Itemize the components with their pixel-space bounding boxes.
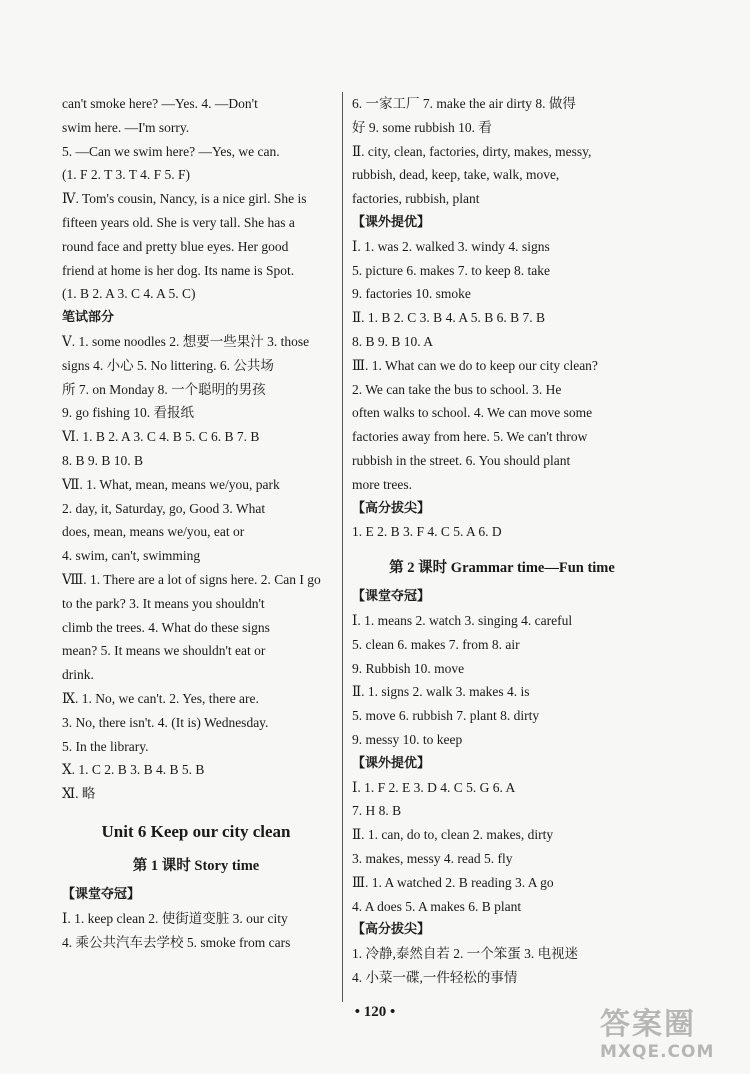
section-heading-extra: 【课外提优】 <box>352 755 431 771</box>
text-line: Ⅱ. 1. B 2. C 3. B 4. A 5. B 6. B 7. B <box>352 310 545 326</box>
left-block-a <box>62 92 330 306</box>
text-line: rubbish, dead, keep, take, walk, move, <box>352 167 560 183</box>
text-line: 4. swim, can't, swimming <box>62 548 201 564</box>
section-heading-class: 【课堂夺冠】 <box>352 589 431 605</box>
text-line: to the park? 3. It means you shouldn't <box>62 595 265 611</box>
text-line: (1. F 2. T 3. T 4. F 5. F) <box>62 167 191 183</box>
text-line: 3. makes, messy 4. read 5. fly <box>352 850 513 866</box>
section-heading-top: 【高分拔尖】 <box>352 922 431 938</box>
text-line: swim here. —I'm sorry. <box>62 119 190 135</box>
text-line: Ⅺ. 略 <box>62 786 96 802</box>
right-block-f <box>352 942 652 990</box>
lesson-title: 第 2 课时 Grammar time—Fun time <box>389 560 615 577</box>
left-column <box>62 92 330 954</box>
text-line: 8. B 9. B 10. B <box>62 452 144 468</box>
text-line: Ⅰ. 1. keep clean 2. 使街道变脏 3. our city <box>62 910 288 926</box>
text-line: 1. E 2. B 3. F 4. C 5. A 6. D <box>352 524 502 540</box>
text-line: Ⅱ. 1. can, do to, clean 2. makes, dirty <box>352 827 554 843</box>
text-line: signs 4. 小心 5. No littering. 6. 公共场 <box>62 357 274 373</box>
text-line: friend at home is her dog. Its name is Spot. <box>62 262 295 278</box>
text-line: more trees. <box>352 476 412 492</box>
text-line: factories, rubbish, plant <box>352 191 480 207</box>
text-line: often walks to school. 4. We can move some <box>352 405 593 421</box>
text-line: 2. day, it, Saturday, go, Good 3. What <box>62 500 266 516</box>
text-line: Ⅶ. 1. What, mean, means we/you, park <box>62 476 280 492</box>
left-block-b <box>62 330 330 806</box>
section-heading-written: 笔试部分 <box>62 310 115 326</box>
text-line: does, mean, means we/you, eat or <box>62 524 245 540</box>
section-heading-extra: 【课外提优】 <box>352 214 431 230</box>
lesson-title: 第 1 课时 Story time <box>132 857 260 874</box>
page-number: • 120 • <box>354 1004 396 1020</box>
text-line: 2. We can take the bus to school. 3. He <box>352 381 562 397</box>
text-line: Ⅵ. 1. B 2. A 3. C 4. B 5. C 6. B 7. B <box>62 429 260 445</box>
text-line: 7. H 8. B <box>352 803 402 819</box>
text-line: Ⅱ. 1. signs 2. walk 3. makes 4. is <box>352 684 530 700</box>
text-line: Ⅹ. 1. C 2. B 3. B 4. B 5. B <box>62 762 205 778</box>
text-line: 5. clean 6. makes 7. from 8. air <box>352 636 520 652</box>
watermark-logo-text: 答案圈 <box>600 1007 696 1042</box>
watermark-site-text: MXQE.COM <box>600 1042 715 1062</box>
text-line: 5. picture 6. makes 7. to keep 8. take <box>352 262 550 278</box>
text-line: round face and pretty blue eyes. Her good <box>62 238 289 254</box>
text-line: mean? 5. It means we shouldn't eat or <box>62 643 266 659</box>
text-line: Ⅰ. 1. means 2. watch 3. singing 4. careful <box>352 612 573 628</box>
text-line: 5. move 6. rubbish 7. plant 8. dirty <box>352 708 540 724</box>
text-line: rubbish in the street. 6. You should plant <box>352 452 571 468</box>
text-line: Ⅰ. 1. F 2. E 3. D 4. C 5. G 6. A <box>352 779 516 795</box>
text-line: Ⅷ. 1. There are a lot of signs here. 2. Can I go <box>62 571 321 587</box>
text-line: 4. A does 5. A makes 6. B plant <box>352 898 522 914</box>
right-block-d <box>352 609 652 752</box>
text-line: 所 7. on Monday 8. 一个聪明的男孩 <box>62 381 266 397</box>
section-heading-class: 【课堂夺冠】 <box>62 886 141 902</box>
section-heading-top: 【高分拔尖】 <box>352 500 431 516</box>
text-line: Ⅲ. 1. A watched 2. B reading 3. A go <box>352 874 554 890</box>
left-block-c <box>62 907 330 955</box>
right-block-a <box>352 92 652 211</box>
text-line: 3. No, there isn't. 4. (It is) Wednesday. <box>62 714 269 730</box>
text-line: Ⅲ. 1. What can we do to keep our city clean? <box>352 357 598 373</box>
text-line: 5. In the library. <box>62 738 149 754</box>
text-line: 4. 小菜一碟,一件轻松的事情 <box>352 969 518 985</box>
text-line: Ⅴ. 1. some noodles 2. 想要一些果汁 3. those <box>62 333 310 349</box>
right-block-b <box>352 235 652 497</box>
text-line: can't smoke here? —Yes. 4. —Don't <box>62 96 258 111</box>
text-line: 9. factories 10. smoke <box>352 286 471 302</box>
right-column <box>352 92 652 990</box>
text-line: 8. B 9. B 10. A <box>352 333 434 349</box>
text-line: 6. 一家工厂 7. make the air dirty 8. 做得 <box>352 96 576 111</box>
unit-title: Unit 6 Keep our city clean <box>101 821 291 841</box>
text-line: fifteen years old. She is very tall. She has a <box>62 214 295 230</box>
watermark-logo <box>600 1008 740 1068</box>
text-line: 9. go fishing 10. 看报纸 <box>62 405 195 421</box>
text-line: (1. B 2. A 3. C 4. A 5. C) <box>62 286 196 302</box>
text-line: factories away from here. 5. We can't throw <box>352 429 588 445</box>
text-line: 9. Rubbish 10. move <box>352 660 465 676</box>
text-line: Ⅰ. 1. was 2. walked 3. windy 4. signs <box>352 238 550 254</box>
right-block-c <box>352 520 652 544</box>
text-line: drink. <box>62 667 94 683</box>
text-line: Ⅳ. Tom's cousin, Nancy, is a nice girl. She is <box>62 191 307 207</box>
text-line: 1. 冷静,泰然自若 2. 一个笨蛋 3. 电视迷 <box>352 946 579 962</box>
text-line: Ⅱ. city, clean, factories, dirty, makes, messy, <box>352 143 592 159</box>
text-line: 5. —Can we swim here? —Yes, we can. <box>62 143 280 159</box>
text-line: climb the trees. 4. What do these signs <box>62 619 270 635</box>
right-block-e <box>352 776 652 919</box>
text-line: Ⅸ. 1. No, we can't. 2. Yes, there are. <box>62 690 259 706</box>
text-line: 4. 乘公共汽车去学校 5. smoke from cars <box>62 934 291 950</box>
text-line: 9. messy 10. to keep <box>352 731 463 747</box>
column-divider <box>342 92 343 1002</box>
text-line: 好 9. some rubbish 10. 看 <box>352 119 492 135</box>
